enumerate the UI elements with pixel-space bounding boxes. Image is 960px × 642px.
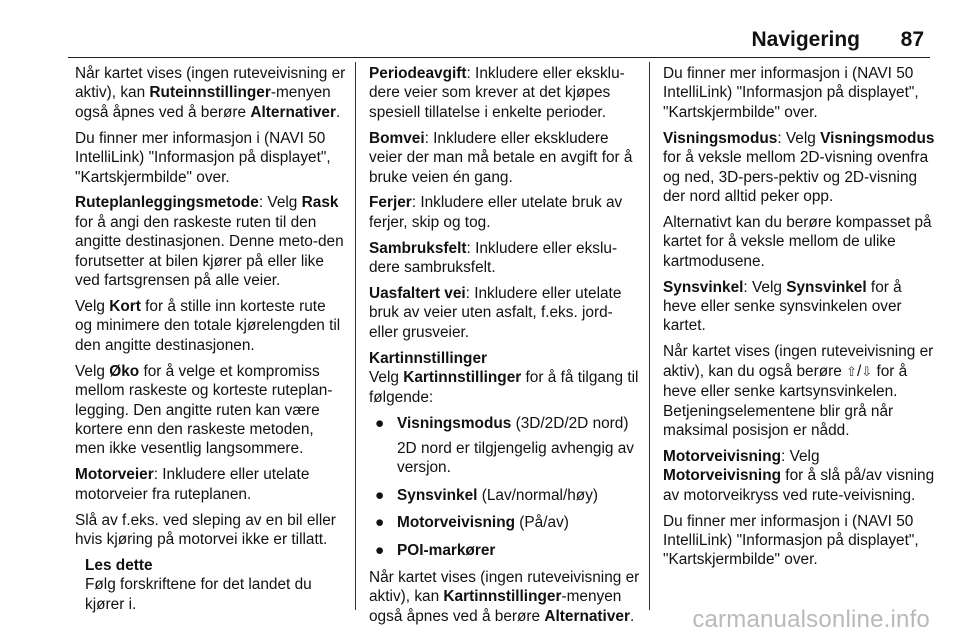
paragraph-map-settings-access: Når kartet vises (ingen ruteveivisning er aktiv), kan Kartinnstillinger-menyen også åpnes ved å berøre Alternativer.: [369, 568, 640, 625]
arrow-up-icon: ⇧: [846, 364, 857, 380]
term-kartinnstillinger: Kartinnstillinger: [443, 588, 562, 606]
term-alternativer: Alternativer: [250, 103, 336, 121]
list-item: ● Synsvinkel (Lav/normal/høy): [375, 486, 599, 504]
bullet-icon: ●: [375, 486, 385, 504]
term-oko: Øko: [109, 362, 140, 380]
map-settings-list: [369, 414, 641, 560]
term-sambruksfelt: Sambruksfelt: [369, 239, 467, 257]
term-motorveivisning: Motorveivisning: [663, 447, 782, 465]
note-title: Les dette: [85, 556, 153, 574]
paragraph-angle-buttons: Når kartet vises (ingen ruteveivisning er aktiv), kan du også berøre ⇧/⇩ for å heve eller senke kartsynsvinkelen. Betjeningselementene blir grå når maksimal posisjon er nådd.: [663, 343, 934, 439]
term-ruteplanleggingsmetode: Ruteplanleggingsmetode: [75, 194, 259, 212]
paragraph-ferries: Ferjer: Inkludere eller utelate bruk av ferjer, skip og tog.: [369, 194, 623, 231]
term-synsvinkel: Synsvinkel: [786, 278, 867, 296]
list-item-note: 2D nord er tilgjengelig avhengig av versjon.: [397, 439, 634, 477]
paragraph-more-info: Du finner mer informasjon i (NAVI 50 IntelliLink) "Informasjon på displayet", "Kartskjermbilde" over.: [663, 512, 919, 569]
arrow-down-icon: ⇩: [861, 364, 873, 380]
column-3: [663, 64, 935, 576]
term-bomvei: Bomvei: [369, 129, 425, 147]
page-title: Navigering: [751, 28, 860, 51]
bullet-icon: ●: [375, 414, 385, 432]
paragraph-toll-road: Bomvei: Inkludere eller ekskludere veier der man må betale en avgift for å bruke veien én gang.: [369, 129, 633, 186]
header-rule: [68, 57, 930, 58]
paragraph-carpool: Sambruksfelt: Inkludere eller ekslu-dere sambruksfelt.: [369, 239, 618, 277]
bullet-icon: ●: [375, 514, 385, 532]
paragraph-motorways: Motorveier: Inkludere eller utelate motorveier fra ruteplanen.: [75, 466, 310, 503]
paragraph-motorway-guidance: Motorveivisning: Velg Motorveivisning for å slå på/av visning av motorveikryss ved rute-veivisning.: [663, 447, 935, 504]
term-visningsmodus: Visningsmodus: [663, 129, 778, 147]
term-periodeavgift: Periodeavgift: [369, 65, 467, 82]
paragraph-compass: Alternativt kan du berøre kompasset på kartet for å veksle mellom de ulike kartmodusene.: [663, 213, 932, 270]
paragraph-map-settings-intro: Velg Kartinnstillinger for å få tilgang til følgende:: [369, 369, 639, 406]
paragraph-more-info: Du finner mer informasjon i (NAVI 50 IntelliLink) "Informasjon på displayet", "Kartskjermbilde" over.: [663, 65, 919, 121]
section-heading-map-settings: Kartinnstillinger: [369, 349, 488, 367]
term-kort: Kort: [109, 297, 141, 315]
note-box: [75, 556, 347, 614]
term-rask: Rask: [301, 194, 339, 212]
term-ruteinnstillinger: Ruteinnstillinger: [149, 84, 271, 102]
note-text: Følg forskriftene for det landet du kjører i.: [85, 576, 312, 613]
paragraph-view-mode: Visningsmodus: Velg Visningsmodus for å veksle mellom 2D-visning ovenfra og ned, 3D-pers-pektiv og 2D-visning der nord alltid peker opp.: [663, 129, 935, 205]
watermark: carmanualsonline.info: [692, 606, 930, 633]
term-alternativer: Alternativer: [544, 607, 630, 625]
list-item: ● Visningsmodus (3D/2D/2D nord) 2D nord er tilgjengelig avhengig av versjon.: [369, 414, 641, 478]
page-number: 87: [900, 28, 924, 51]
paragraph-eco: Velg Øko for å velge et kompromiss mellom raskeste og korteste ruteplan-legging. Den angitte ruten kan være kortere enn den raskeste metoden, men ikke vesentlig langsommere.: [75, 362, 333, 458]
term-motorveivisning: Motorveivisning: [663, 467, 782, 485]
list-item: ● POI-markører: [375, 541, 496, 559]
term-synsvinkel: Synsvinkel: [663, 278, 744, 296]
column-2: [369, 64, 641, 633]
term-uasfaltert-vei: Uasfaltert vei: [369, 285, 466, 303]
column-divider-2: [649, 62, 650, 610]
term-motorveier: Motorveier: [75, 466, 154, 484]
paragraph-view-angle: Synsvinkel: Velg Synsvinkel for å heve eller senke synsvinkelen over kartet.: [663, 278, 902, 335]
bullet-icon: ●: [375, 541, 385, 559]
term-kartinnstillinger: Kartinnstillinger: [403, 369, 522, 387]
paragraph-unpaved: Uasfaltert vei: Inkludere eller utelate bruk av veier uten asfalt, f.eks. jord-eller grusveier.: [369, 285, 622, 341]
list-item: ● Motorveivisning (På/av): [375, 514, 569, 532]
term-visningsmodus: Visningsmodus: [820, 129, 935, 147]
column-1: [75, 64, 347, 614]
paragraph-more-info: Du finner mer informasjon i (NAVI 50 IntelliLink) "Informasjon på displayet", "Kartskjermbilde" over.: [75, 129, 331, 186]
paragraph-towing: Slå av f.eks. ved sleping av en bil eller hvis kjøring på motorvei ikke er tillatt.: [75, 511, 336, 548]
column-divider-1: [355, 62, 356, 610]
term-ferjer: Ferjer: [369, 194, 412, 212]
paragraph-period-fee: Periodeavgift: Inkludere eller eksklu-dere veier som krever at det kjøpes spesiell tillatelse i enkelte perioder.: [369, 65, 625, 121]
paragraph-short: Velg Kort for å stille inn korteste rute og minimere den totale kjørelengden til den angitte destinasjonen.: [75, 297, 341, 354]
paragraph-route-settings-access: Når kartet vises (ingen ruteveivisning er aktiv), kan Ruteinnstillinger-menyen også åpnes ved å berøre Alternativer.: [75, 65, 346, 121]
paragraph-route-method: Ruteplanleggingsmetode: Velg Rask for å angi den raskeste ruten til den angitte destinasjonen. Denne meto-den forutsetter at bilen kjører på eller like ved fartsgrensen på alle veier.: [75, 194, 344, 290]
page-header: [68, 26, 930, 58]
